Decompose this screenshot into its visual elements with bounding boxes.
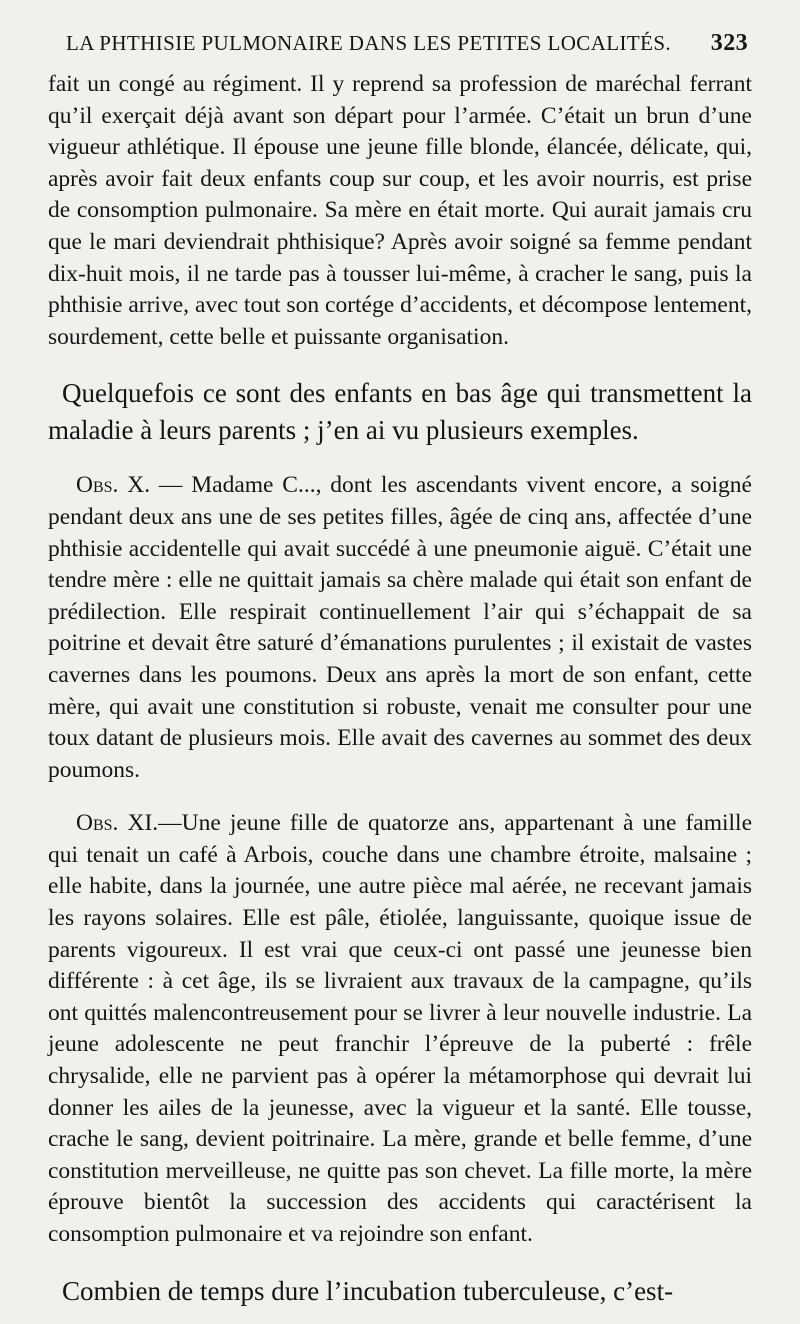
paragraph-incubation: Combien de temps dure l’incubation tuberculeuse, c’est- bbox=[62, 1275, 674, 1306]
paragraph-transmission: Quelquefois ce sont des enfants en bas âge qui transmettent la maladie à leurs parents ; j’en ai vu plusieurs exemples. bbox=[48, 378, 752, 445]
observation-xi bbox=[48, 808, 752, 1250]
page-number: 323 bbox=[710, 30, 748, 56]
observation-xi-label: Obs. XI. bbox=[76, 810, 159, 837]
observation-x bbox=[48, 470, 752, 786]
observation-x-label: Obs. X. bbox=[76, 472, 151, 499]
running-header bbox=[48, 30, 752, 57]
observation-x-text: — Madame C..., dont les ascendants vivent encore, a soigné pendant deux ans une de ses petites filles, âgée de cinq ans, affectée d’une phthisie accidentelle qui avait succédé à une pneumonie aiguë. C’était une tendre mère : elle ne quittait jamais sa chère malade qui était son enfant de prédilection. Elle respirait continuellement l’air qui s’échappait de sa poitrine et devait être saturé d’émanations purulentes ; il existait de vastes cavernes dans les poumons. Deux ans après la mort de son enfant, cette mère, qui avait une constitution si robuste, venait me consulter pour une toux datant de plusieurs mois. Elle avait des cavernes au sommet des deux poumons. bbox=[48, 472, 752, 783]
paragraph-continuation: fait un congé au régiment. Il y reprend sa profession de maréchal ferrant qu’il exerçait déjà avant son départ pour l’armée. C’était un brun d’une vigueur athlétique. Il épouse une jeune fille blonde, élancée, délicate, qui, après avoir fait deux enfants coup sur coup, et les avoir nourris, est prise de consomption pulmonaire. Sa mère en était morte. Qui aurait jamais cru que le mari deviendrait phthisique? Après avoir soigné sa femme pendant dix-huit mois, il ne tarde pas à tousser lui-même, à cracher le sang, puis la phthisie arrive, avec tout son cortége d’accidents, et décompose lentement, sourdement, cette belle et puissante organisation. bbox=[48, 71, 752, 350]
observation-xi-text: —Une jeune fille de quatorze ans, appartenant à une famille qui tenait un café à Arbois, couche dans une chambre étroite, malsaine ; elle habite, dans la journée, une autre pièce mal aérée, ne recevant jamais les rayons solaires. Elle est pâle, étiolée, languissante, quoique issue de parents vigoureux. Il est vrai que ceux-ci ont passé une jeunesse bien différente : à cet âge, ils se livraient aux travaux de la campagne, qu’ils ont quittés malencontreusement pour se livrer à leur nouvelle industrie. La jeune adolescente ne peut franchir l’épreuve de la puberté : frêle chrysalide, elle ne parvient pas à opérer la métamorphose qui devrait lui donner les ailes de la jeunesse, avec la vigueur et la santé. Elle tousse, crache le sang, devient poitrinaire. La mère, grande et belle femme, d’une constitution merveilleuse, ne quitte pas son chevet. La fille morte, la mère éprouve bientôt la succession des accidents qui caractérisent la consomption pulmonaire et va rejoindre son enfant. bbox=[48, 810, 752, 1247]
running-title: LA PHTHISIE PULMONAIRE DANS LES PETITES LOCALITÉS. bbox=[66, 31, 672, 55]
